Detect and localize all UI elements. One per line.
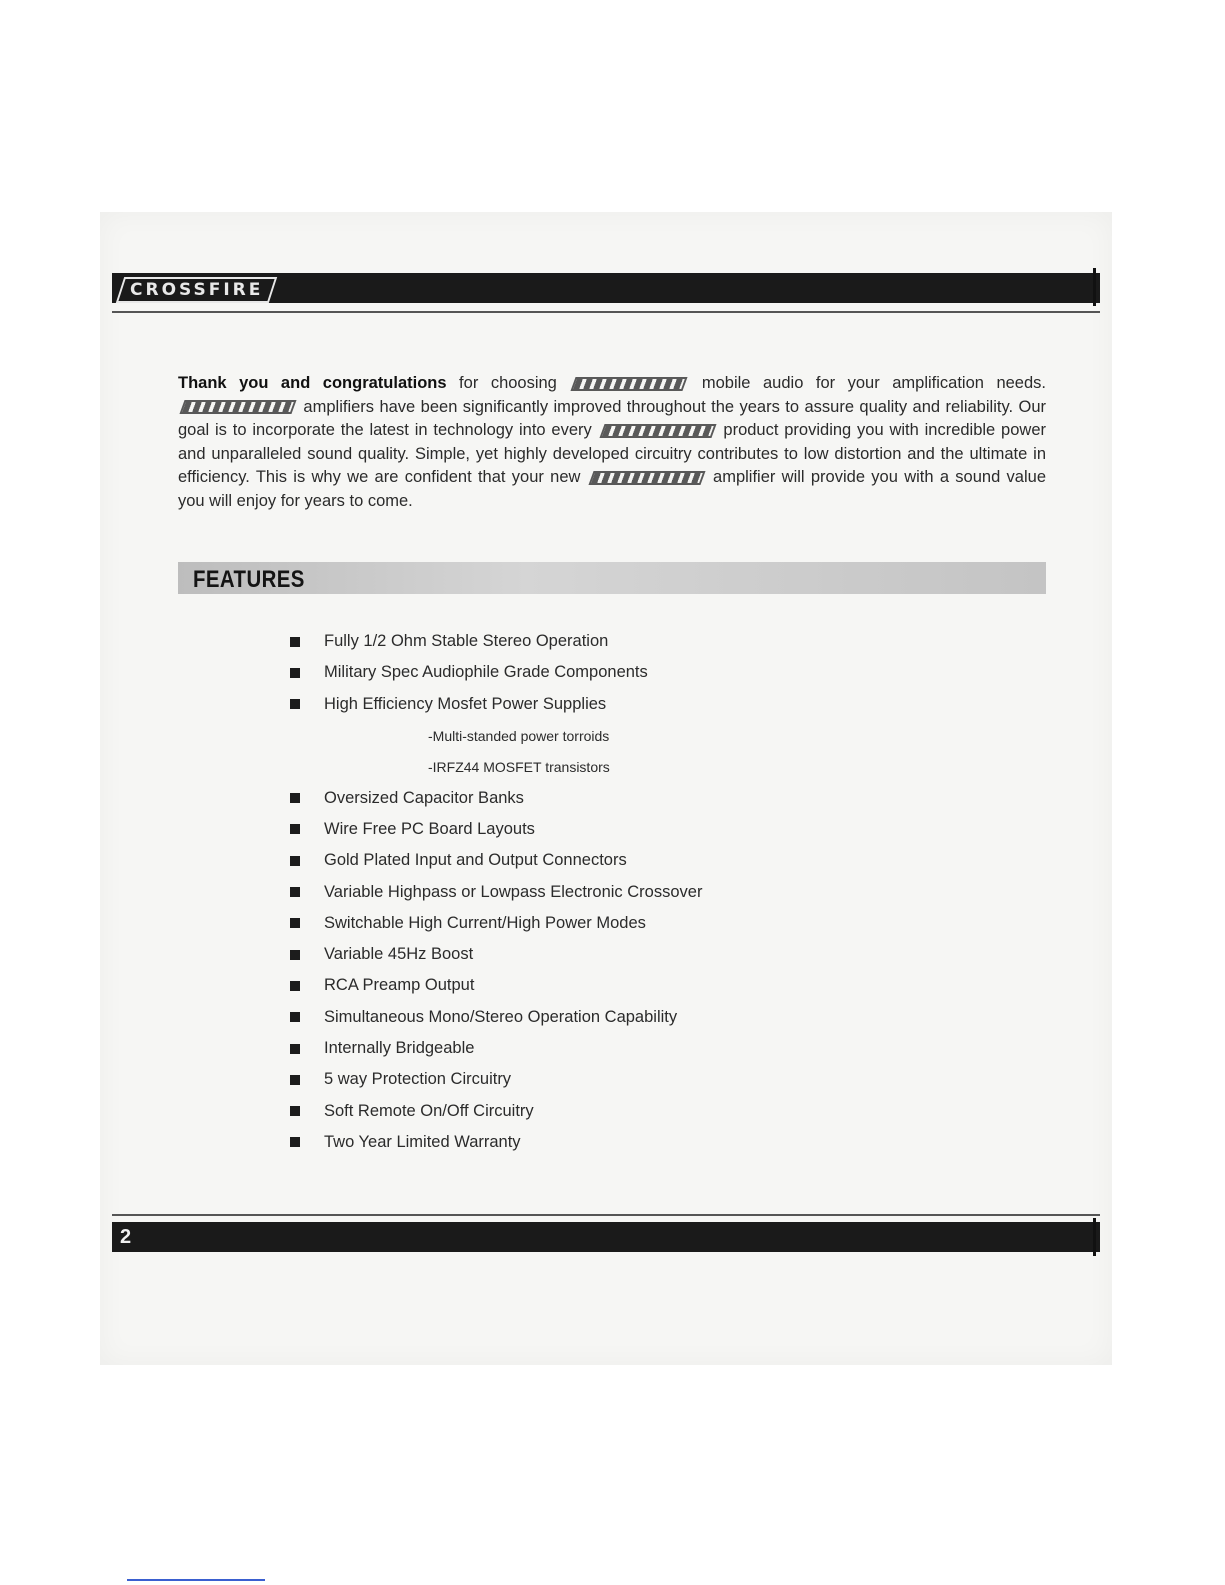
bullet-icon <box>290 793 300 803</box>
features-band <box>178 562 1046 594</box>
bullet-icon <box>290 699 300 709</box>
bullet-icon <box>290 668 300 678</box>
feature-item: 5 way Protection Circuitry <box>290 1064 702 1095</box>
bullet-icon <box>290 981 300 991</box>
feature-item: Variable Highpass or Lowpass Electronic Crossover <box>290 876 702 907</box>
crossfire-brand-icon <box>599 424 716 438</box>
feature-item: Variable 45Hz Boost <box>290 939 702 970</box>
bullet-icon <box>290 1075 300 1085</box>
feature-item: High Efficiency Mosfet Power Supplies <box>290 689 702 720</box>
feature-item: Simultaneous Mono/Stereo Operation Capability <box>290 1002 702 1033</box>
intro-lead: Thank you and congratulations <box>178 374 447 392</box>
feature-item: Wire Free PC Board Layouts <box>290 814 702 845</box>
crossfire-logo: CROSSFIRE <box>116 277 278 303</box>
bullet-icon <box>290 887 300 897</box>
intro-paragraph: Thank you and congratulations for choosing mobile audio for your amplification needs. amplifiers have been significantly improved throughout the years to assure quality and reliability. Our goal is to incorporate the latest in technology into every product providing you with incredible power and unparalleled sound quality. Simple, yet highly developed circuitry contributes to low distortion and the ultimate in efficiency. This is why we are confident that your new amplifier will provide you with a sound value you will enjoy for years to come. <box>178 374 1047 510</box>
feature-subitem: -Multi-standed power torroids <box>428 727 610 744</box>
bullet-icon <box>290 1106 300 1116</box>
feature-item: Soft Remote On/Off Circuitry <box>290 1095 702 1126</box>
bullet-icon <box>290 950 300 960</box>
bullet-icon <box>290 637 300 647</box>
bullet-icon <box>290 918 300 928</box>
bullet-icon <box>290 1012 300 1022</box>
feature-item: Gold Plated Input and Output Connectors <box>290 845 702 876</box>
link-underline <box>127 1579 265 1581</box>
feature-item: Fully 1/2 Ohm Stable Stereo Operation <box>290 626 702 657</box>
bullet-icon <box>290 1137 300 1147</box>
footer-bar <box>112 1222 1100 1252</box>
crossfire-brand-icon <box>179 400 296 414</box>
bullet-icon <box>290 824 300 834</box>
feature-item: Military Spec Audiophile Grade Components <box>290 657 702 688</box>
feature-item: RCA Preamp Output <box>290 970 702 1001</box>
bullet-icon <box>290 856 300 866</box>
features-list <box>290 626 702 1158</box>
edge-mark <box>1093 268 1096 306</box>
feature-item: Two Year Limited Warranty <box>290 1127 702 1158</box>
crossfire-brand-icon <box>588 471 705 485</box>
feature-subitem: -IRFZ44 MOSFET transistors <box>428 758 610 775</box>
features-heading: FEATURES <box>193 566 305 593</box>
footer-rule <box>112 1214 1100 1216</box>
feature-item: Internally Bridgeable <box>290 1033 702 1064</box>
edge-mark <box>1093 1218 1096 1256</box>
crossfire-brand-icon <box>571 377 688 391</box>
header-rule <box>112 311 1100 313</box>
feature-item: Switchable High Current/High Power Modes <box>290 908 702 939</box>
page-number: 2 <box>120 1226 132 1248</box>
bullet-icon <box>290 1044 300 1054</box>
feature-item: Oversized Capacitor Banks <box>290 782 702 813</box>
